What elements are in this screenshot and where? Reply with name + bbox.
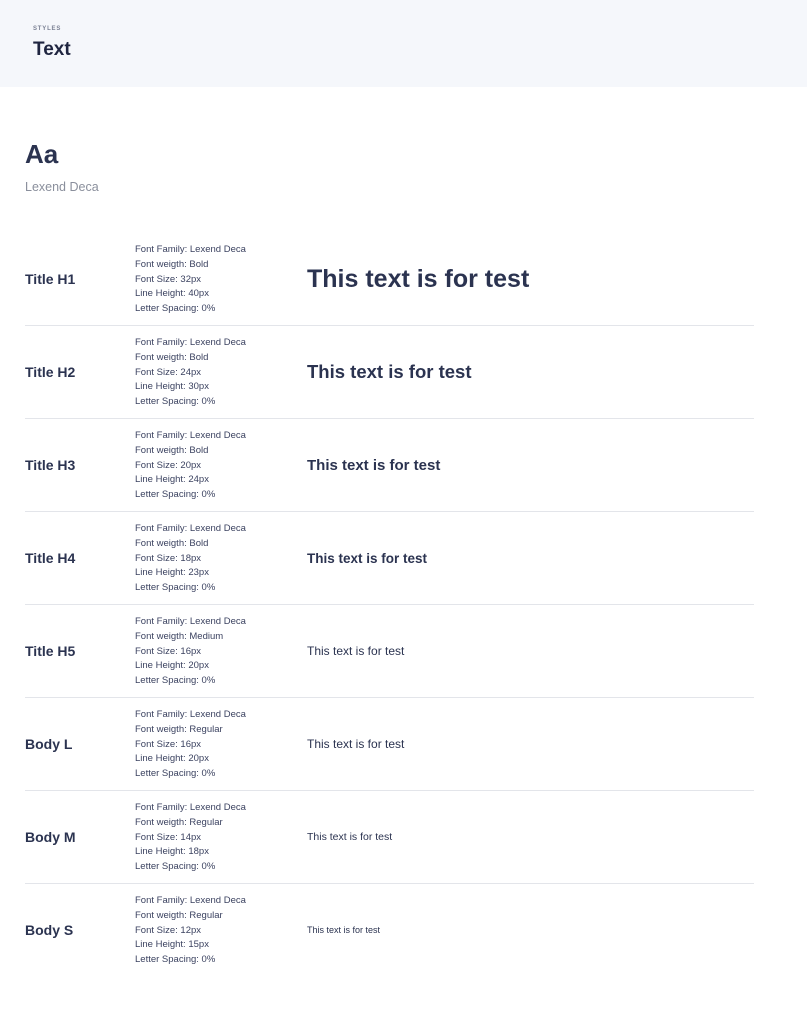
spec-font-weight: Font weigth: Medium — [135, 630, 224, 642]
spec-font-weight: Font weigth: Bold — [135, 537, 209, 549]
font-family-name: Lexend Deca — [25, 180, 99, 194]
spec-line-height: Line Height: 20px — [135, 660, 209, 672]
style-sample: This text is for test — [307, 831, 393, 843]
style-specs — [135, 429, 246, 503]
style-sample: This text is for test — [307, 550, 428, 566]
spec-font-family: Font Family: Lexend Deca — [135, 895, 246, 906]
style-specs — [135, 894, 246, 968]
header-eyebrow: STYLES — [33, 26, 62, 32]
style-label: Title H2 — [25, 364, 76, 380]
spec-line-height: Line Height: 20px — [135, 753, 209, 765]
spec-font-size: Font Size: 12px — [135, 924, 202, 936]
style-specs — [135, 615, 246, 689]
spec-line-height: Line Height: 23px — [135, 567, 209, 579]
text-style-row-title-h2 — [25, 326, 754, 419]
spec-font-family: Font Family: Lexend Deca — [135, 244, 246, 255]
spec-font-size: Font Size: 20px — [135, 459, 202, 471]
text-style-row-body-m — [25, 791, 754, 884]
spec-letter-spacing: Letter Spacing: 0% — [135, 861, 216, 873]
spec-font-family: Font Family: Lexend Deca — [135, 523, 246, 534]
style-specs — [135, 243, 246, 317]
style-specs — [135, 522, 246, 596]
text-style-row-title-h4 — [25, 512, 754, 605]
spec-font-family: Font Family: Lexend Deca — [135, 430, 246, 441]
text-style-row-title-h3 — [25, 419, 754, 512]
style-label: Title H1 — [25, 271, 76, 287]
spec-font-weight: Font weigth: Bold — [135, 351, 209, 363]
spec-font-size: Font Size: 24px — [135, 366, 202, 378]
spec-font-weight: Font weigth: Regular — [135, 816, 223, 828]
style-label: Body L — [25, 736, 73, 752]
text-style-list — [25, 233, 754, 976]
spec-line-height: Line Height: 30px — [135, 381, 209, 393]
style-label: Body S — [25, 922, 74, 938]
style-sample: This text is for test — [307, 644, 405, 658]
spec-letter-spacing: Letter Spacing: 0% — [135, 489, 216, 501]
style-sample: This text is for test — [307, 264, 530, 293]
spec-letter-spacing: Letter Spacing: 0% — [135, 954, 216, 966]
spec-font-family: Font Family: Lexend Deca — [135, 709, 246, 720]
style-specs — [135, 708, 246, 782]
style-label: Title H5 — [25, 643, 76, 659]
text-style-row-title-h1 — [25, 233, 754, 326]
style-sample: This text is for test — [307, 456, 441, 474]
spec-font-size: Font Size: 32px — [135, 273, 202, 285]
spec-line-height: Line Height: 40px — [135, 288, 209, 300]
spec-font-family: Font Family: Lexend Deca — [135, 616, 246, 627]
spec-line-height: Line Height: 24px — [135, 474, 209, 486]
spec-font-weight: Font weigth: Bold — [135, 258, 209, 270]
spec-font-size: Font Size: 16px — [135, 738, 202, 750]
spec-letter-spacing: Letter Spacing: 0% — [135, 396, 216, 408]
spec-letter-spacing: Letter Spacing: 0% — [135, 675, 216, 687]
spec-font-family: Font Family: Lexend Deca — [135, 337, 246, 348]
spec-font-weight: Font weigth: Regular — [135, 723, 223, 735]
text-style-row-body-l — [25, 698, 754, 791]
spec-font-size: Font Size: 14px — [135, 831, 202, 843]
style-sample: This text is for test — [307, 361, 472, 382]
style-label: Title H4 — [25, 550, 76, 566]
spec-letter-spacing: Letter Spacing: 0% — [135, 303, 216, 315]
style-sample: This text is for test — [307, 925, 381, 935]
page-header — [0, 0, 807, 87]
style-label: Body M — [25, 829, 76, 845]
style-label: Title H3 — [25, 457, 76, 473]
style-specs — [135, 801, 246, 875]
spec-line-height: Line Height: 15px — [135, 939, 209, 951]
text-style-row-title-h5 — [25, 605, 754, 698]
spec-font-weight: Font weigth: Regular — [135, 909, 223, 921]
spec-letter-spacing: Letter Spacing: 0% — [135, 582, 216, 594]
spec-line-height: Line Height: 18px — [135, 846, 209, 858]
spec-font-size: Font Size: 16px — [135, 645, 202, 657]
page-title: Text — [33, 39, 71, 60]
text-style-row-body-s — [25, 884, 754, 976]
spec-font-family: Font Family: Lexend Deca — [135, 802, 246, 813]
style-sample: This text is for test — [307, 737, 405, 751]
spec-font-weight: Font weigth: Bold — [135, 444, 209, 456]
spec-font-size: Font Size: 18px — [135, 552, 202, 564]
spec-letter-spacing: Letter Spacing: 0% — [135, 768, 216, 780]
font-specimen: Aa — [25, 139, 59, 169]
style-specs — [135, 336, 246, 410]
